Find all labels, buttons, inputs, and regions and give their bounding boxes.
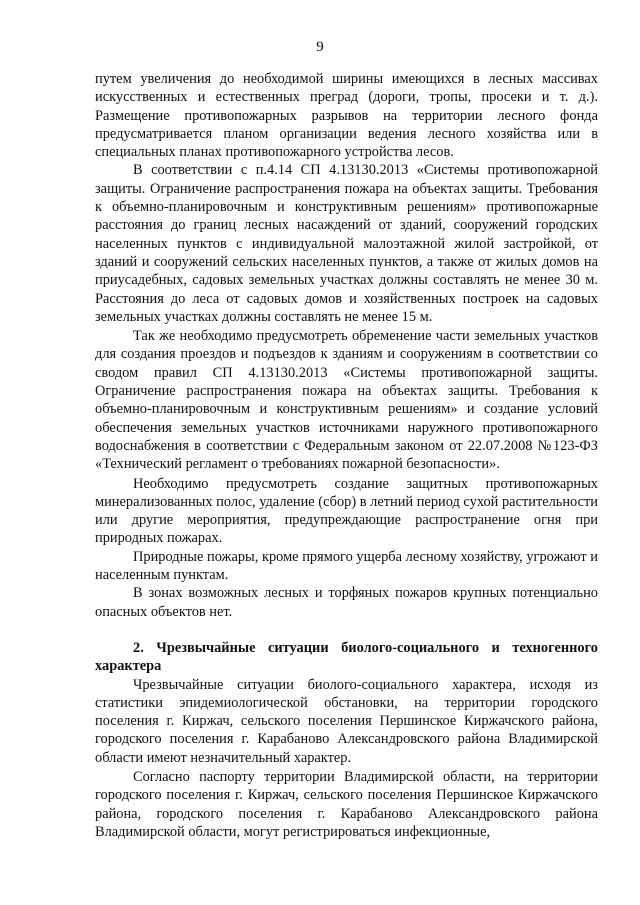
paragraph-biosocial-situations: Чрезвычайные ситуации биолого-социального характера, исходя из статистики эпидемиологической обстановки, на территории городского поселения г. Киржач, сельского поселения Першинское Киржачского района, городского поселения г. Карабаново Александровского района Владимирской области имеют незначительный характер. [95, 676, 598, 766]
paragraph-peat-fires: В зонах возможных лесных и торфяных пожаров крупных потенциально опасных объектов нет. [95, 585, 598, 620]
page-number: 9 [316, 39, 324, 55]
paragraph-access-roads: Так же необходимо предусмотреть обременение части земельных участков для создания проездов и подъездов к зданиям и сооружениям в соответствии со сводом правил СП 4.13130.2013 «Системы противопожарной защиты. Ограничение распространения пожара на объектах защиты. Требования к объемно-планировочным и конструктивным решениям» и создание условий обеспечения земельных участков источниками наружного противопожарного водоснабжения в соответствии с Федеральным законом от 22.07.2008 №123-ФЗ «Технический регламент о требованиях пожарной безопасности». [95, 328, 598, 473]
section-heading: 2. Чрезвычайные ситуации биолого-социального и техногенного характера [95, 639, 598, 675]
paragraph-forest-firebreaks: путем увеличения до необходимой ширины имеющихся в лесных массивах искусственных и естественных преград (дороги, тропы, просеки и т. д.). Размещение противопожарных разрывов на территории лесного фонда предусматривается планом организации ведения лесного хозяйства или в специальных планах противопожарного устройства лесов. [95, 71, 598, 161]
page-body [95, 70, 598, 841]
paragraph-mineralized-strips: Необходимо предусмотреть создание защитных противопожарных минерализованных полос, удаление (сбор) в летний период сухой растительности или другие мероприятия, предупреждающие распространение огня при природных пожарах. [95, 475, 598, 547]
paragraph-natural-fires: Природные пожары, кроме прямого ущерба лесному хозяйству, угрожают и населенным пунктам. [95, 548, 598, 584]
paragraph-fire-distances: В соответствии с п.4.14 СП 4.13130.2013 «Системы противопожарной защиты. Ограничение распространения пожара на объектах защиты. Требования к объемно-планировочным и конструктивным решениям» противопожарные расстояния до границ лесных насаждений от зданий, сооружений городских населенных пунктов с индивидуальной малоэтажной жилой застройкой, от зданий и сооружений сельских населенных пунктов, а также от жилых домов на приусадебных, садовых земельных участках должны составлять не менее 30 м. Расстояния до леса от садовых домов и хозяйственных построек на садовых земельных участках должны составлять не менее 15 м. [95, 162, 598, 325]
paragraph-territory-passport: Согласно паспорту территории Владимирской области, на территории городского поселения г. Киржач, сельского поселения Першинское Киржачского района, городского поселения г. Карабаново Александровского района Владимирской области, могут регистрироваться инфекционные, [95, 768, 598, 840]
